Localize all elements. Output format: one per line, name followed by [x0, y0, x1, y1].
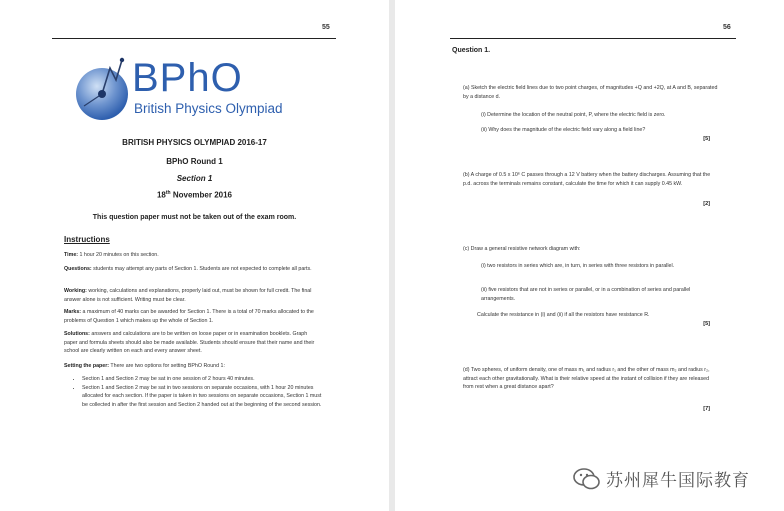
logo-wordmark: BPhO: [132, 56, 243, 100]
header-rule: [52, 38, 336, 39]
part-b-marks: [2]: [703, 201, 710, 207]
part-d-text: (d) Two spheres, of uniform density, one of mass m₁ and radius r₁ and the other of mass m₂ and radius r₂, attract each other gravitationally. What is their relative speed at the instant of collision if they are released from rest when a great distance apart?: [463, 367, 710, 391]
part-c-marks: [5]: [703, 321, 710, 327]
date-day: 18: [156, 190, 166, 200]
part-b-text: (b) A charge of 0.5 x 10⁶ C passes through a 12 V battery when the battery discharges. Assuming that the p.d. across the terminals remains constant, calculate the time for which it can supply 0.45 kW.: [463, 172, 711, 187]
logo-subtitle: British Physics Olympiad: [134, 101, 283, 116]
questions-text: students may attempt any parts of Section 1. Students are not expected to complete all parts.: [91, 266, 312, 272]
part-a-ii: (ii) Why does the magnitude of the electric field vary along a field line?: [481, 127, 646, 133]
setting-label: Setting the paper:: [64, 363, 110, 369]
setting-options-list: [74, 375, 327, 409]
part-a-marks: [5]: [703, 136, 710, 142]
exam-date: [0, 190, 389, 200]
time-label: Time:: [64, 252, 79, 258]
round-title: BPhO Round 1: [166, 157, 223, 166]
solutions-text: answers and calculations are to be written on loose paper or in examination booklets. Graph paper and formula sheets should also be made available. Students should ensure that their name and their school are clearly written on each and every answer sheet.: [64, 331, 315, 355]
part-c-calc: Calculate the resistance in (i) and (ii) if all the resistors have resistance R.: [477, 312, 650, 318]
solutions-label: Solutions:: [64, 331, 90, 337]
page-number: 56: [723, 24, 731, 31]
setting-text: There are two options for setting BPhO Round 1:: [109, 363, 225, 369]
marks-label: Marks:: [64, 309, 82, 315]
setting-paragraph: [64, 362, 319, 371]
part-a-text: (a) Sketch the electric field lines due to two point charges, of magnitudes +Q and +2Q, at A and B, separated by a distance d.: [463, 85, 718, 100]
wechat-watermark: [568, 464, 768, 494]
part-d-marks: [7]: [703, 406, 710, 412]
section-title: Section 1: [176, 174, 213, 183]
working-label: Working:: [64, 288, 87, 294]
list-item: • Section 1 and Section 2 may be sat in one session of 2 hours 40 minutes.: [82, 375, 327, 384]
question-title: Question 1.: [452, 47, 491, 54]
competition-title: BRITISH PHYSICS OLYMPIAD 2016-17: [122, 138, 267, 147]
watermark-text: 苏州犀牛国际教育: [606, 471, 750, 490]
date-rest: November 2016: [170, 190, 232, 200]
part-c-ii: (ii) five resistors that are not in series or parallel, or in a combination of series and parallel arrangements.: [481, 287, 691, 302]
exam-room-notice: This question paper must not be taken out of the exam room.: [92, 214, 297, 221]
bpho-logo: [72, 54, 312, 128]
date-suffix: th: [165, 190, 171, 196]
header-rule: [450, 38, 736, 39]
working-paragraph: [64, 287, 319, 304]
marks-paragraph: [64, 308, 319, 325]
right-page: [395, 0, 784, 511]
page-number: 55: [322, 24, 330, 31]
marks-text: a maximum of 40 marks can be awarded for Section 1. There is a total of 70 marks allocated to the problems of Question 1 which makes up the whole of Section 1.: [64, 309, 314, 324]
questions-paragraph: [64, 265, 319, 274]
instructions-heading: Instructions: [64, 235, 110, 244]
left-page: [0, 0, 389, 511]
part-a-i: (i) Determine the location of the neutral point, P, where the electric field is zero.: [481, 112, 666, 118]
questions-label: Questions:: [64, 266, 92, 272]
part-c-i: (i) two resistors in series which are, in turn, in series with three resistors in parallel.: [481, 263, 675, 269]
wechat-icon: [572, 466, 602, 492]
working-text: working, calculations and explanations, properly laid out, must be shown for full credit. The final answer alone is not sufficient. Writing must be clear.: [64, 288, 312, 303]
list-item: • Section 1 and Section 2 may be sat in two sessions on separate occasions, with 1 hour 20 minutes allocated for each section. If the paper is taken in two sessions on separate occasions, Section 1 must be collected in after the first session and Section 2 handed out at the beginning of the second session.: [82, 384, 327, 410]
time-paragraph: [64, 251, 319, 260]
solutions-paragraph: [64, 330, 319, 356]
part-c-text: (c) Draw a general resistive network diagram with:: [463, 246, 581, 252]
time-text: 1 hour 20 minutes on this section.: [78, 252, 159, 258]
